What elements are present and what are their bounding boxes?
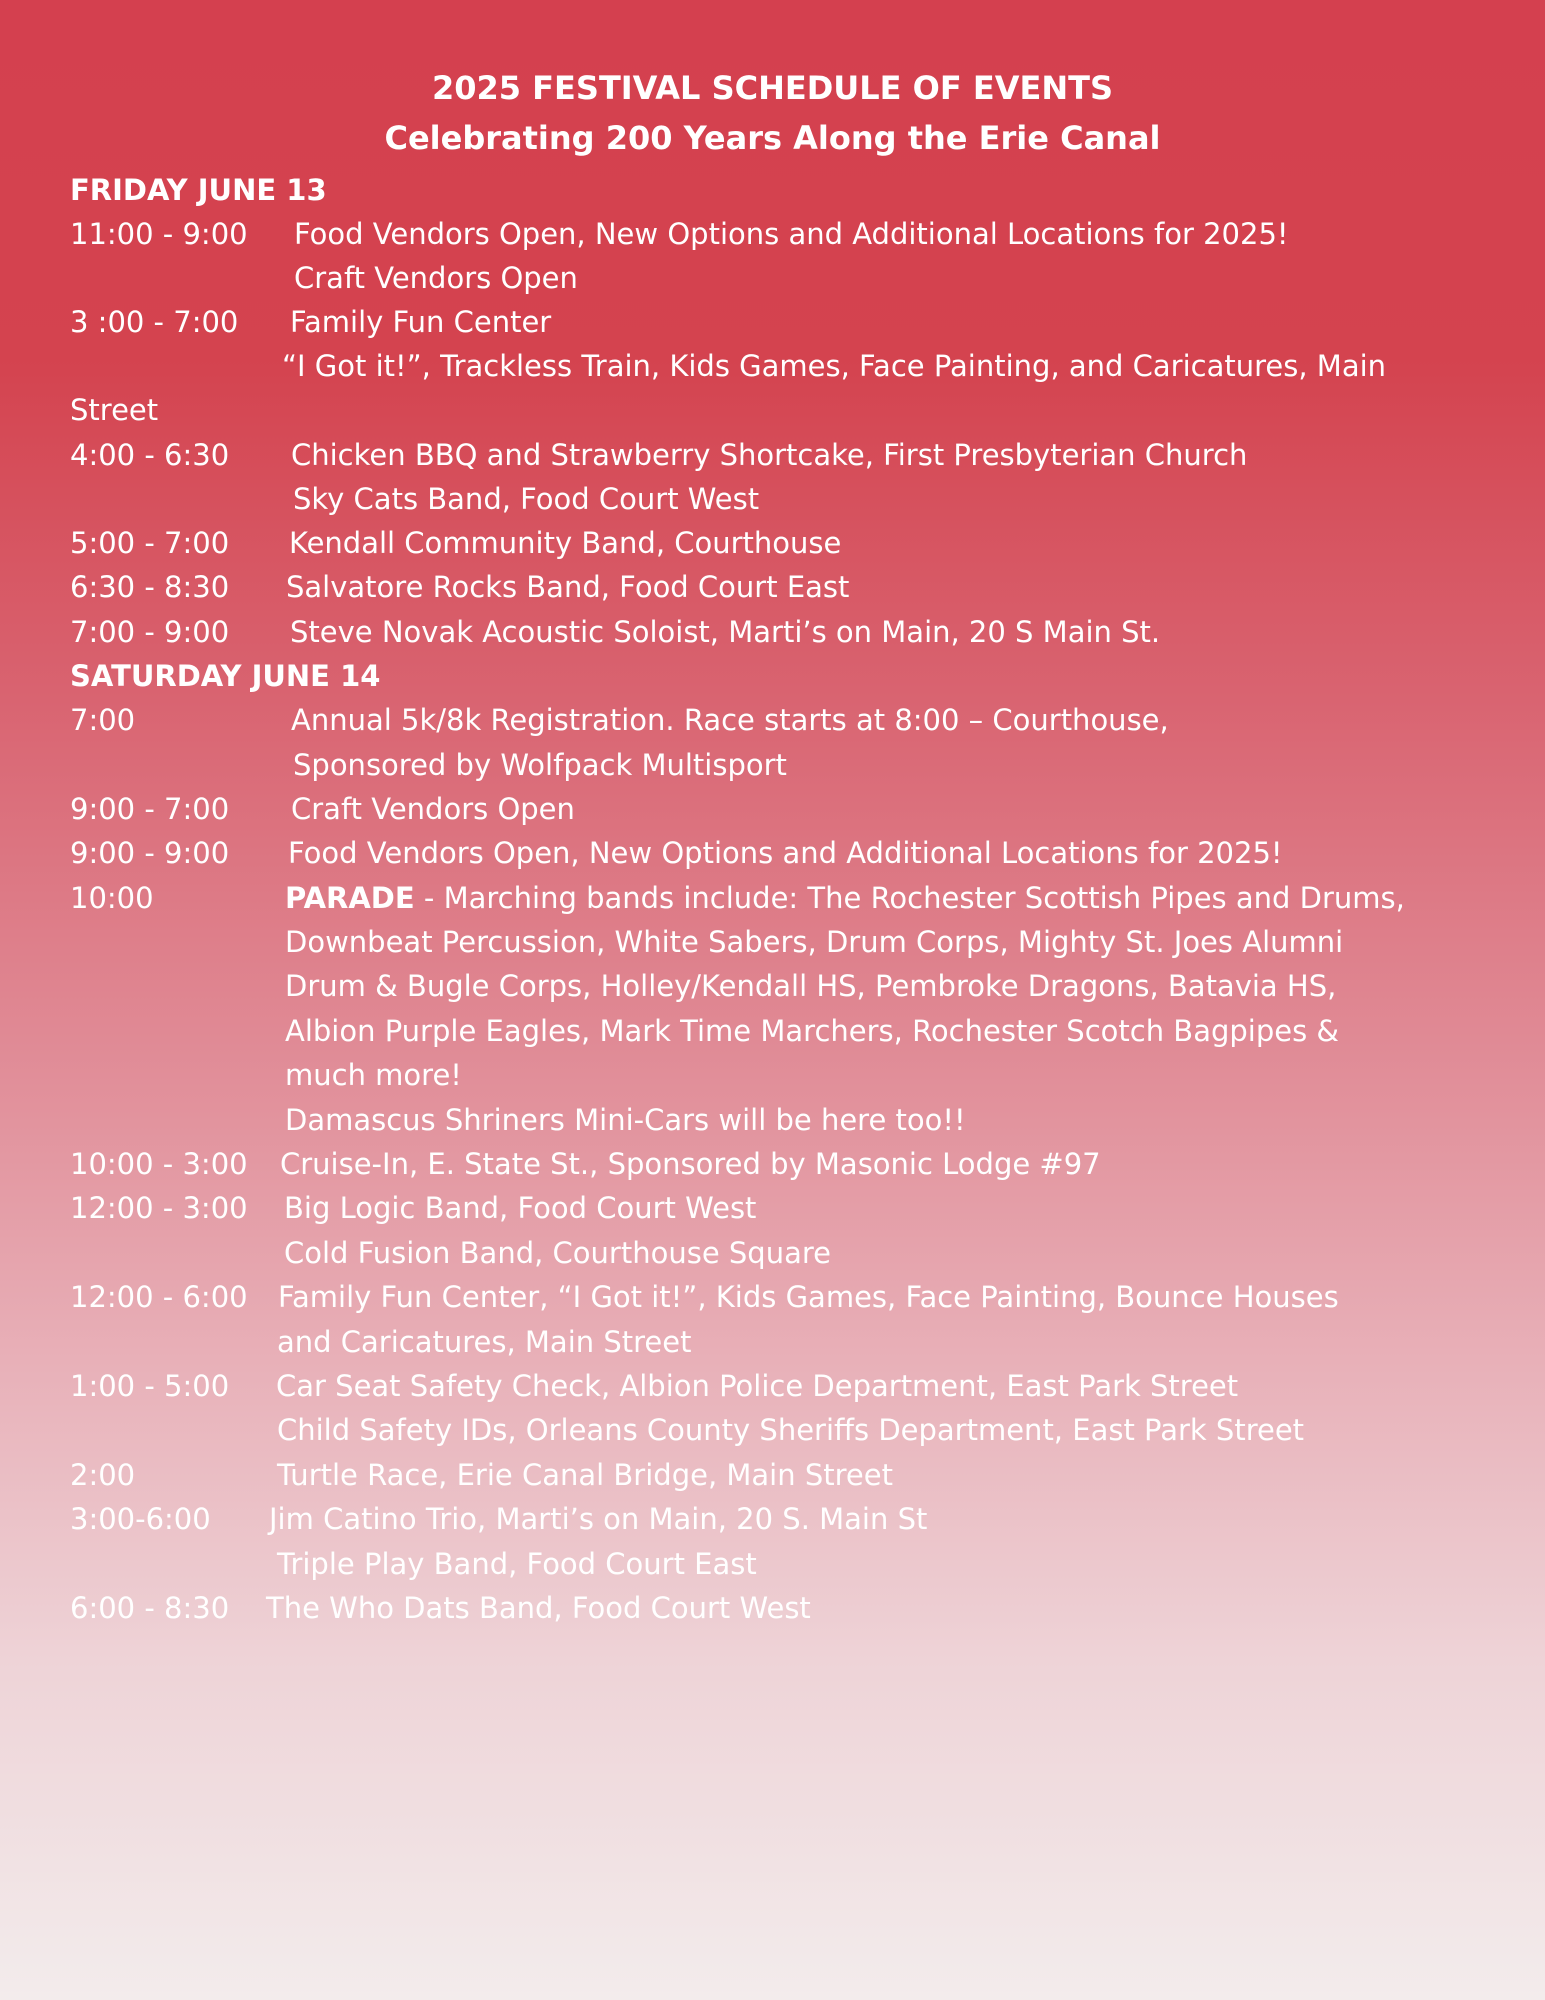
event-time: 10:00 <box>70 881 154 915</box>
event-description: Child Safety IDs, Orleans County Sheriffs Department, East Park Street <box>277 1413 1305 1447</box>
event-time: 4:00 - 6:30 <box>70 438 230 472</box>
event-description: Family Fun Center <box>290 305 552 339</box>
event-time: 6:00 - 8:30 <box>70 1591 230 1625</box>
event-time: 9:00 - 7:00 <box>70 792 230 826</box>
event-description: The Who Dats Band, Food Court West <box>266 1591 811 1625</box>
event-description: Annual 5k/8k Registration. Race starts at 8:00 – Courthouse, <box>291 703 1169 737</box>
event-description: Family Fun Center, “I Got it!”, Kids Games, Face Painting, Bounce Houses <box>278 1280 1339 1314</box>
event-time: 11:00 - 9:00 <box>70 217 248 251</box>
event-time: 7:00 - 9:00 <box>70 615 230 649</box>
saturday-heading: SATURDAY JUNE 14 <box>70 659 381 693</box>
friday-heading: FRIDAY JUNE 13 <box>70 173 327 207</box>
event-time: 1:00 - 5:00 <box>70 1369 230 1403</box>
event-description <box>285 878 1405 918</box>
event-time: 2:00 <box>70 1458 136 1492</box>
event-description: Car Seat Safety Check, Albion Police Department, East Park Street <box>276 1369 1239 1403</box>
event-description: Drum & Bugle Corps, Holley/Kendall HS, Pembroke Dragons, Batavia HS, <box>285 969 1337 1003</box>
event-time: 3:00-6:00 <box>70 1502 211 1536</box>
event-description: Downbeat Percussion, White Sabers, Drum Corps, Mighty St. Joes Alumni <box>285 925 1344 959</box>
event-description: Cold Fusion Band, Courthouse Square <box>284 1236 831 1270</box>
event-time: 10:00 - 3:00 <box>70 1147 248 1181</box>
event-description: Big Logic Band, Food Court West <box>284 1191 757 1225</box>
event-description: Steve Novak Acoustic Soloist, Marti’s on Main, 20 S Main St. <box>290 615 1161 649</box>
event-description: Chicken BBQ and Strawberry Shortcake, First Presbyterian Church <box>291 438 1248 472</box>
event-description: Albion Purple Eagles, Mark Time Marchers, Rochester Scotch Bagpipes & <box>285 1014 1340 1048</box>
page-subtitle: Celebrating 200 Years Along the Erie Canal <box>384 119 1161 157</box>
event-description: “I Got it!”, Trackless Train, Kids Games, Face Painting, and Caricatures, Main <box>282 349 1387 383</box>
event-description: much more! <box>285 1058 462 1092</box>
event-description: Food Vendors Open, New Options and Additional Locations for 2025! <box>288 836 1283 870</box>
event-description: Craft Vendors Open <box>291 792 575 826</box>
event-description: Craft Vendors Open <box>294 261 578 295</box>
event-description: Cruise-In, E. State St., Sponsored by Masonic Lodge #97 <box>280 1147 1101 1181</box>
parade-description: - Marching bands include: The Rochester Scottish Pipes and Drums, <box>414 881 1405 915</box>
event-description: Damascus Shriners Mini-Cars will be here too!! <box>285 1103 966 1137</box>
event-description: Jim Catino Trio, Marti’s on Main, 20 S. Main St <box>269 1502 928 1536</box>
event-description: Salvatore Rocks Band, Food Court East <box>286 570 850 604</box>
event-description: Kendall Community Band, Courthouse <box>289 526 842 560</box>
event-time: 3 :00 - 7:00 <box>70 305 239 339</box>
event-time: 12:00 - 6:00 <box>70 1280 248 1314</box>
event-description-wrap: Street <box>70 393 159 427</box>
event-description: Food Vendors Open, New Options and Additional Locations for 2025! <box>294 217 1289 251</box>
event-time: 6:30 - 8:30 <box>70 570 230 604</box>
page-title: 2025 FESTIVAL SCHEDULE OF EVENTS <box>431 69 1114 107</box>
event-description: Sky Cats Band, Food Court West <box>293 482 760 516</box>
event-description: Turtle Race, Erie Canal Bridge, Main Street <box>277 1458 893 1492</box>
event-time: 9:00 - 9:00 <box>70 836 230 870</box>
event-description: Triple Play Band, Food Court East <box>277 1547 757 1581</box>
event-description: Sponsored by Wolfpack Multisport <box>293 748 787 782</box>
event-time: 5:00 - 7:00 <box>70 526 230 560</box>
event-description: and Caricatures, Main Street <box>277 1325 692 1359</box>
event-time: 12:00 - 3:00 <box>70 1191 248 1225</box>
event-time: 7:00 <box>70 703 136 737</box>
parade-label: PARADE <box>285 881 415 915</box>
